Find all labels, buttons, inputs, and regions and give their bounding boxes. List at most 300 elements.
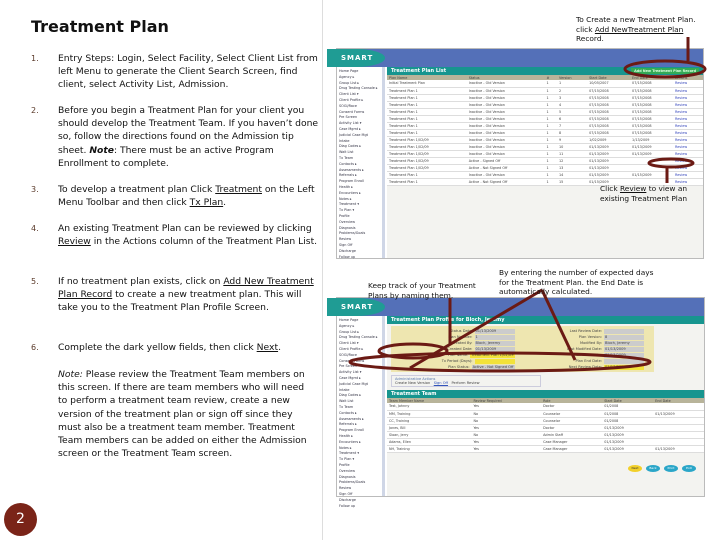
table-cell	[630, 157, 673, 164]
review-link[interactable]: Review	[673, 87, 703, 94]
menu-item[interactable]: Profile	[339, 462, 350, 467]
table-cell: 1	[545, 115, 557, 122]
step-text: An existing Treatment Plan can be reviewed by clicking	[58, 223, 312, 234]
field-label: Plan Start Date:	[573, 353, 602, 357]
menu-item[interactable]: Treatment ▾	[339, 202, 360, 207]
menu-item[interactable]: Assessments ▸	[339, 167, 364, 172]
table-cell: Treatment Plan 1	[387, 178, 467, 185]
menu-item[interactable]: Program Enroll	[339, 428, 364, 433]
table-cell: 1	[545, 171, 557, 178]
column-header: Team Member Name	[387, 398, 471, 403]
menu-item[interactable]: Sign Off	[339, 242, 353, 247]
table-cell: 10/05/2007	[587, 80, 630, 87]
table-cell: Inactive - Old Version	[467, 87, 545, 94]
table-cell: 01/13/2009	[587, 143, 630, 150]
menu-item[interactable]: Health ▸	[339, 184, 353, 189]
table-cell: 3	[557, 94, 587, 101]
table-cell: 1	[545, 87, 557, 94]
table-cell: Treatment Plan 1	[387, 171, 467, 178]
menu-item[interactable]: Profile	[339, 213, 350, 218]
menu-item[interactable]: Encounters ▸	[339, 439, 361, 444]
menu-item[interactable]: Tx Team	[339, 404, 354, 409]
column-header: End Date	[630, 75, 673, 80]
menu-item[interactable]: Drug Testing Console ▸	[339, 86, 378, 91]
table-cell: 01/13/2009	[602, 431, 653, 438]
menu-item[interactable]: Case Mgmt ▸	[339, 126, 361, 131]
step-2	[31, 104, 321, 170]
review-link[interactable]: Review	[673, 164, 703, 171]
menu-item[interactable]: Health ▸	[339, 433, 353, 438]
table-row	[387, 438, 704, 445]
menu-item[interactable]: Agency ▸	[339, 74, 355, 79]
menu-item[interactable]: Home Page	[339, 318, 359, 322]
menu-item[interactable]: Group List ▸	[339, 80, 360, 85]
table-cell: 1	[545, 157, 557, 164]
table-cell: 1	[545, 129, 557, 136]
step-text: .	[278, 342, 281, 353]
table-cell: Counselor	[541, 417, 602, 424]
table-cell: 07/15/2008	[630, 80, 673, 87]
menu-item[interactable]: Discharge	[339, 248, 356, 253]
table-cell: Case Manager	[541, 438, 602, 445]
table-cell: No	[471, 431, 541, 438]
step-number: 4.	[31, 224, 39, 233]
table-cell: Inactive - Old Version	[467, 150, 545, 157]
menu-item[interactable]: Pre Screen	[339, 364, 358, 369]
menu-item[interactable]: Tx Plan ▾	[339, 208, 355, 213]
table-cell: 1/13/2009	[630, 136, 673, 143]
menu-item[interactable]: Wait List	[339, 150, 354, 155]
print-button[interactable]: Print	[664, 465, 678, 472]
table-cell: Inactive - Old Version	[467, 143, 545, 150]
table-cell: 07/15/2008	[587, 101, 630, 108]
table-cell: Treatment Plan 1/02/09	[387, 136, 467, 143]
left-menu	[337, 316, 385, 508]
table-cell: 1	[545, 101, 557, 108]
table-cell: Sloan, Jerry	[387, 431, 471, 438]
field-label: Plan Name:	[447, 353, 469, 357]
table-cell: Treatment Plan 1	[387, 115, 467, 122]
table-cell	[653, 403, 704, 410]
menu-item[interactable]: Consent Forms	[339, 358, 365, 363]
table-cell: 01/13/2009	[602, 424, 653, 431]
menu-item[interactable]: Group List ▸	[339, 329, 360, 334]
step-text: If no treatment plan exists, click on	[58, 276, 224, 287]
step-number: 1.	[31, 54, 39, 63]
sign-off-link[interactable]: Sign Off	[433, 381, 449, 385]
review-link[interactable]: Review	[673, 136, 703, 143]
table-cell: 1	[545, 178, 557, 185]
menu-item[interactable]: Problems/Goals	[339, 231, 366, 236]
step-number: 3.	[31, 185, 39, 194]
table-cell: NH, Training	[387, 445, 471, 452]
table-cell: 1	[557, 80, 587, 87]
add-new-plan-link[interactable]: Add New Treatment Plan Record	[58, 276, 314, 301]
step-5	[31, 275, 321, 315]
table-cell: Treatment Plan 1	[387, 101, 467, 108]
step-text: Complete the dark yellow fields, then click	[58, 342, 257, 353]
review-link[interactable]: Review	[673, 150, 703, 157]
app-banner	[337, 49, 703, 67]
step-4	[31, 222, 321, 248]
table-cell: Treatment Plan 1	[387, 129, 467, 136]
menu-item[interactable]: Case Mgmt ▸	[339, 375, 361, 380]
menu-item[interactable]: Overview	[339, 219, 355, 224]
table-cell: 8	[557, 129, 587, 136]
page-number-badge: 2	[4, 503, 37, 536]
table-cell: 14	[557, 171, 587, 178]
table-cell: 07/15/2008	[630, 108, 673, 115]
table-cell: 07/15/2008	[630, 94, 673, 101]
table-cell: Case Manager	[541, 445, 602, 452]
table-cell: Treatment Plan 1	[387, 87, 467, 94]
table-cell: 07/15/2008	[630, 115, 673, 122]
treatment-plan-table	[387, 75, 703, 186]
create-new-version-link[interactable]: Create New Version	[395, 381, 431, 385]
smart-logo: SMART	[341, 54, 374, 62]
menu-item[interactable]: Contacts ▸	[339, 410, 357, 415]
step-text: To develop a treatment plan Click	[58, 184, 216, 195]
table-cell: Treatment Plan 1/02/09	[387, 143, 467, 150]
menu-item[interactable]: Referrals ▸	[339, 173, 357, 178]
step-number: 5.	[31, 277, 39, 286]
table-cell: Initial Treatment Plan	[387, 80, 467, 87]
menu-item[interactable]: Program Enroll	[339, 179, 364, 184]
menu-item[interactable]: Treatment ▾	[339, 451, 360, 456]
table-row	[387, 108, 703, 115]
column-header: #	[545, 75, 557, 80]
review-link[interactable]: Review	[673, 171, 703, 178]
table-row	[387, 157, 703, 164]
table-cell	[653, 417, 704, 424]
team-header: Treatment Team	[387, 390, 704, 398]
treatment-link[interactable]: Treatment	[215, 184, 262, 195]
table-cell: 01/15/2009	[630, 171, 673, 178]
table-cell: 07/15/2008	[587, 87, 630, 94]
treatment-team-table	[387, 398, 704, 453]
menu-item[interactable]: SOGI/Race	[339, 103, 357, 108]
table-cell: 7	[557, 122, 587, 129]
field-label: Plan Version:	[578, 335, 602, 339]
table-cell	[653, 424, 704, 431]
smart-logo: SMART	[341, 303, 374, 311]
step-text: .	[223, 197, 227, 209]
menu-item[interactable]: Diagnosis	[339, 225, 356, 230]
review-link[interactable]: Review	[673, 108, 703, 115]
review-link[interactable]: Review	[673, 122, 703, 129]
form-field	[523, 364, 653, 370]
table-cell: Treatment Plan 1	[387, 108, 467, 115]
menu-item[interactable]: Sign Off	[339, 491, 353, 496]
table-cell: Jones, Bill	[387, 424, 471, 431]
table-row	[387, 80, 703, 87]
table-cell: 2	[557, 87, 587, 94]
menu-item[interactable]: Notes ▸	[339, 445, 352, 450]
table-cell: 1	[545, 94, 557, 101]
days-annotation: By entering the number of expected days for the Treatment Plan. the End Date is automatically calculated.	[499, 268, 654, 297]
menu-item[interactable]: Drug Testing Console ▸	[339, 335, 378, 340]
menu-item[interactable]: Intake	[339, 387, 350, 392]
table-cell: Inactive - Old Version	[467, 115, 545, 122]
menu-item[interactable]: Tx Plan ▾	[339, 457, 355, 462]
table-row	[387, 445, 704, 452]
perform-review-link[interactable]: Perform Review	[451, 381, 480, 385]
review-link[interactable]: Review	[673, 129, 703, 136]
menu-item[interactable]: Follow up	[339, 254, 356, 259]
table-cell: 1	[545, 143, 557, 150]
table-cell: 1	[545, 164, 557, 171]
menu-item[interactable]: Tx Team	[339, 155, 354, 160]
review-link[interactable]: Review	[673, 178, 703, 185]
next-link[interactable]: Next	[256, 342, 279, 353]
menu-item[interactable]: SOGI/Race	[339, 352, 357, 357]
note-text: Please review the Treatment Team members on this screen. If there are team members who will need to perform a treatment team review, create a new version of the treatment plan or sign off since they must also be a treatment team member. Treatment Team members can be added on either the Admission screen or the Treatment Team screen.	[58, 369, 307, 460]
column-header: Actions	[673, 75, 703, 80]
page-title: Treatment Plan	[31, 17, 169, 36]
table-cell: 01/2008	[602, 403, 653, 410]
table-cell: Inactive - Old Version	[467, 171, 545, 178]
table-cell: CC, Training	[387, 417, 471, 424]
table-cell: Inactive - Old Version	[467, 122, 545, 129]
table-cell: 01/13/2009	[602, 438, 653, 445]
table-cell: Doctor	[541, 403, 602, 410]
table-cell: 01/15/2009	[587, 171, 630, 178]
field-value[interactable]: 8	[604, 335, 644, 340]
step-3	[31, 183, 321, 209]
field-label: Modified By:	[579, 341, 602, 345]
menu-item[interactable]: Activity List ▾	[339, 121, 362, 126]
table-cell: Counselor	[541, 410, 602, 417]
menu-item[interactable]: Referrals ▸	[339, 422, 357, 427]
note-label: Note:	[58, 369, 83, 380]
menu-item[interactable]: Review	[339, 237, 352, 242]
table-cell: 01/13/2009	[587, 164, 630, 171]
menu-item[interactable]: Home Page	[339, 69, 359, 73]
table-cell: 01/2008	[602, 417, 653, 424]
table-row	[387, 417, 704, 424]
field-value[interactable]: Bloch, Jeremy	[475, 341, 515, 346]
menu-item[interactable]: Wait List	[339, 399, 354, 404]
table-cell: 10	[557, 143, 587, 150]
menu-item[interactable]: Diag Codes ▸	[339, 393, 362, 398]
table-cell: 07/15/2008	[587, 108, 630, 115]
table-cell: 07/15/2008	[630, 101, 673, 108]
menu-item[interactable]: Activity List ▾	[339, 370, 362, 375]
field-value[interactable]: Bloch, Jeremy	[604, 341, 644, 346]
review-link[interactable]: Review	[673, 101, 703, 108]
table-cell: Test, Johnny	[387, 403, 471, 410]
table-cell: Treatment Plan 1	[387, 94, 467, 101]
naming-annotation: Keep track of your Treatment Plans by naming them.	[368, 281, 476, 300]
field-value[interactable]	[604, 329, 644, 334]
column-header: Plan Name	[387, 75, 467, 80]
review-link[interactable]: Review	[673, 143, 703, 150]
table-cell: 5	[557, 108, 587, 115]
field-label: Tx Period (Days):	[441, 359, 473, 363]
table-cell: Inactive - Old Version	[467, 108, 545, 115]
menu-item[interactable]: Judicial Case Mgt	[339, 381, 368, 386]
field-value[interactable]: 01/13/2009	[604, 365, 644, 370]
table-cell: Yes	[471, 438, 541, 445]
field-label: Last Modified Date:	[567, 347, 602, 351]
menu-item[interactable]: Client List ▾	[339, 341, 359, 346]
menu-item[interactable]: Notes ▸	[339, 196, 352, 201]
table-row	[387, 87, 703, 94]
treatment-plan-profile-screenshot	[336, 297, 705, 508]
menu-item[interactable]: Pre Screen	[339, 115, 358, 120]
table-cell: Inactive - Old Version	[467, 129, 545, 136]
table-cell: 01/13/2009	[653, 410, 704, 417]
table-row	[387, 171, 703, 178]
menu-item[interactable]: Client Profile ▸	[339, 97, 364, 102]
profile-header: Treatment Plan Profile for Bloch, Jeremy	[387, 316, 704, 324]
column-header: Start Date	[587, 75, 630, 80]
table-row	[387, 94, 703, 101]
table-cell: 01/13/2009	[587, 150, 630, 157]
table-cell: Inactive - Old Version	[467, 136, 545, 143]
column-header: Version	[557, 75, 587, 80]
field-value[interactable]	[604, 359, 644, 364]
step-text: Entry Steps: Login, Select Facility, Select Client List from left Menu to generate the Client Search Screen, find client, select Activity List, Admission.	[58, 53, 318, 91]
review-link[interactable]: Review	[673, 80, 703, 87]
field-value[interactable]: 01/13/2009	[604, 353, 644, 358]
table-cell: 01/13/2009	[630, 150, 673, 157]
admin-actions-label: Administrative Actions	[395, 377, 436, 381]
table-cell: 07/15/2008	[587, 122, 630, 129]
note-label: Note	[89, 144, 114, 156]
left-menu	[337, 67, 385, 258]
table-cell: Yes	[471, 445, 541, 452]
table-row	[387, 403, 704, 410]
menu-item[interactable]: Discharge	[339, 497, 356, 502]
table-cell: Inactive - Old Version	[467, 94, 545, 101]
field-label: Plan End Date:	[575, 359, 602, 363]
table-row	[387, 164, 703, 171]
table-cell: 6	[557, 115, 587, 122]
menu-item[interactable]: Client Profile ▸	[339, 346, 364, 351]
field-value[interactable]: Treatment Plan 1/02/09	[471, 352, 514, 357]
table-cell: Yes	[471, 424, 541, 431]
table-cell: 01/13/2009	[587, 157, 630, 164]
table-cell: Treatment Plan 1	[387, 122, 467, 129]
note-paragraph	[58, 368, 308, 460]
step-text: on the Left Menu Toolbar and then click	[58, 184, 315, 209]
nav-buttons	[628, 465, 696, 472]
table-cell: 01/15/2009	[587, 178, 630, 185]
table-row	[387, 143, 703, 150]
table-cell: 01/2008	[602, 410, 653, 417]
list-header: Treatment Plan List	[391, 68, 447, 74]
review-link[interactable]: Review	[673, 157, 703, 164]
field-label: Last Review Date:	[569, 329, 602, 333]
menu-item[interactable]: Contacts ▸	[339, 161, 357, 166]
table-cell: Doctor	[541, 424, 602, 431]
field-value[interactable]: 1	[475, 335, 515, 340]
field-label: Plan Number:	[448, 335, 473, 339]
column-header: Review Required	[471, 398, 541, 403]
menu-item[interactable]: Review	[339, 486, 352, 491]
menu-item[interactable]: Problems/Goals	[339, 480, 366, 485]
column-header: Role	[541, 398, 602, 403]
review-annotation: Click Review to view an existing Treatment Plan	[600, 184, 688, 203]
table-row	[387, 129, 703, 136]
exit-button[interactable]: Exit	[682, 465, 696, 472]
table-cell: Treatment Plan 1/02/09	[387, 157, 467, 164]
table-cell: 1	[545, 108, 557, 115]
field-value[interactable]: 01/13/2009	[604, 347, 644, 352]
table-row	[387, 101, 703, 108]
step-text: : There must be an active Program Enrollment to complete.	[58, 144, 274, 169]
menu-item[interactable]: Intake	[339, 138, 350, 143]
review-link[interactable]: Review	[58, 236, 91, 248]
menu-item[interactable]: Consent Forms	[339, 109, 365, 114]
field-label: Plan Status:	[448, 365, 470, 369]
table-cell: 15	[557, 178, 587, 185]
menu-item[interactable]: Agency ▸	[339, 323, 355, 328]
add-new-plan-button[interactable]: Add New Treatment Plan Record	[631, 68, 699, 74]
app-banner	[337, 298, 704, 316]
table-cell: Inactive - Old Version	[467, 101, 545, 108]
table-row	[387, 150, 703, 157]
column-header: End Date	[653, 398, 704, 403]
table-cell: 07/15/2008	[587, 129, 630, 136]
review-link[interactable]: Review	[673, 115, 703, 122]
back-button[interactable]: Back	[646, 465, 660, 472]
field-value[interactable]: 01/13/2009	[475, 329, 515, 334]
menu-item[interactable]: Diag Codes ▸	[339, 144, 362, 149]
field-value[interactable]: Active - Not Signed Off	[472, 364, 514, 369]
table-cell: Treatment Plan 1/02/09	[387, 164, 467, 171]
treatment-plan-list-screenshot	[336, 48, 704, 259]
menu-item[interactable]: Follow up	[339, 503, 356, 508]
table-cell: 1	[545, 150, 557, 157]
next-button[interactable]: Next	[628, 465, 642, 472]
step-1	[31, 52, 321, 92]
table-cell: Active - Not Signed Off	[467, 164, 545, 171]
table-cell	[653, 438, 704, 445]
table-cell: 12	[557, 157, 587, 164]
table-cell: 01/13/2009	[653, 445, 704, 452]
menu-item[interactable]: Client List ▾	[339, 92, 359, 97]
table-cell: 07/15/2008	[630, 122, 673, 129]
table-cell: Yes	[471, 403, 541, 410]
table-cell	[630, 164, 673, 171]
table-cell: No	[471, 410, 541, 417]
table-cell: 1	[545, 122, 557, 129]
field-value[interactable]	[475, 359, 515, 364]
table-cell: Inactive - Old Version	[467, 80, 545, 87]
form-field	[393, 364, 523, 370]
menu-item[interactable]: Assessments ▸	[339, 416, 364, 421]
step-text: Before you begin a Treatment Plan for your client you should develop the Treatment Team. If you haven’t done so, follow the directions found on the Admission tip sheet.	[58, 105, 319, 156]
column-header: Status	[467, 75, 545, 80]
field-value[interactable]: 01/13/2009	[475, 347, 515, 352]
table-cell: 1	[545, 136, 557, 143]
profile-form	[391, 326, 654, 372]
table-cell: MM, Training	[387, 410, 471, 417]
table-cell: 07/15/2008	[587, 115, 630, 122]
review-link[interactable]: Review	[673, 94, 703, 101]
table-cell: 07/15/2008	[630, 129, 673, 136]
menu-item[interactable]: Encounters ▸	[339, 190, 361, 195]
menu-item[interactable]: Judicial Case Mgt	[339, 132, 368, 137]
table-cell: 07/15/2008	[587, 94, 630, 101]
menu-item[interactable]: Overview	[339, 468, 355, 473]
table-cell: 01/13/2009	[630, 143, 673, 150]
field-label: Created Date:	[447, 347, 473, 351]
menu-item[interactable]: Diagnosis	[339, 474, 356, 479]
tx-plan-link[interactable]: Tx Plan	[189, 197, 224, 209]
